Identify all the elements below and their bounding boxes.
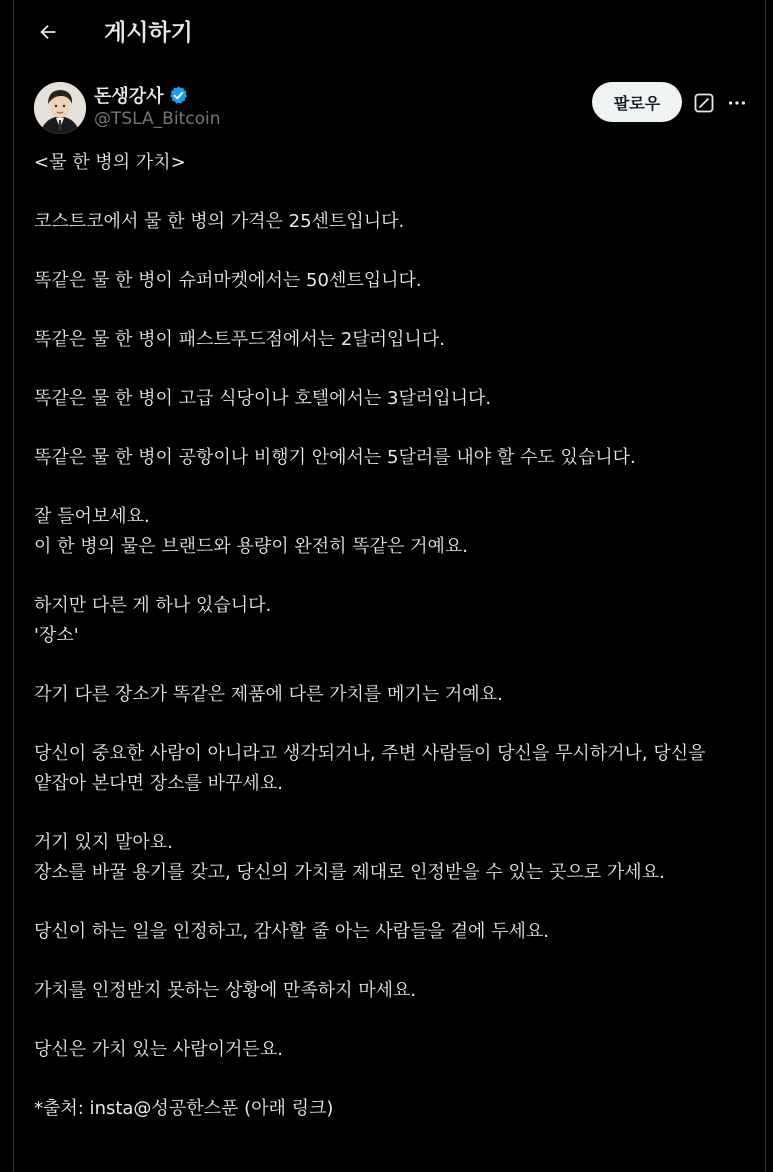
post-text-line: 똑같은 물 한 병이 슈퍼마켓에서는 50센트입니다. — [34, 270, 422, 291]
grok-button[interactable] — [693, 92, 715, 114]
post-text-line: *출처: insta@성공한스푼 (아래 링크) — [34, 1098, 334, 1119]
back-button[interactable] — [30, 14, 66, 50]
follow-button[interactable]: 팔로우 — [592, 82, 682, 122]
post-text — [34, 148, 749, 1153]
post-text-line: <물 한 병의 가치> — [34, 152, 186, 173]
post-text-line: 당신이 하는 일을 인정하고, 감사할 줄 아는 사람들을 곁에 두세요. — [34, 921, 550, 942]
page-header — [14, 0, 765, 66]
post-text-line: 똑같은 물 한 병이 고급 식당이나 호텔에서는 3달러입니다. — [34, 388, 492, 409]
name-row — [94, 82, 189, 108]
post-text-line: 당신이 중요한 사람이 아니라고 생각되거나, 주변 사람들이 당신을 무시하거나, 당신을 — [34, 743, 706, 764]
author-handle[interactable]: @TSLA_Bitcoin — [94, 109, 221, 129]
post-paragraph — [34, 207, 749, 237]
post-paragraph — [34, 591, 749, 651]
grok-icon — [694, 93, 714, 113]
more-horizontal-icon — [726, 92, 748, 114]
post-paragraph — [34, 828, 749, 888]
verified-badge-icon — [168, 85, 189, 106]
post-text-line: 가치를 인정받지 못하는 상황에 만족하지 마세요. — [34, 980, 417, 1001]
post-author — [14, 78, 765, 138]
post-paragraph — [34, 976, 749, 1006]
post-paragraph — [34, 1094, 749, 1124]
post-paragraph — [34, 443, 749, 473]
page-title: 게시하기 — [104, 20, 193, 46]
avatar[interactable] — [34, 82, 86, 134]
post-paragraph — [34, 739, 749, 799]
post-detail-page — [13, 0, 766, 1172]
post-text-line: 장소를 바꿀 용기를 갖고, 당신의 가치를 제대로 인정받을 수 있는 곳으로 가세요. — [34, 862, 665, 883]
post-paragraph — [34, 680, 749, 710]
post-text-line: 코스트코에서 물 한 병의 가격은 25센트입니다. — [34, 211, 405, 232]
post-text-line: 이 한 병의 물은 브랜드와 용량이 완전히 똑같은 거예요. — [34, 536, 469, 557]
post-paragraph — [34, 148, 749, 178]
post-text-line: 각기 다른 장소가 똑같은 제품에 다른 가치를 메기는 거예요. — [34, 684, 503, 705]
more-options-button[interactable] — [724, 90, 750, 116]
arrow-left-icon — [37, 21, 59, 43]
post-text-line: 똑같은 물 한 병이 패스트푸드점에서는 2달러입니다. — [34, 329, 445, 350]
post-paragraph — [34, 1035, 749, 1065]
post-paragraph — [34, 266, 749, 296]
post-text-line: 잘 들어보세요. — [34, 506, 150, 527]
post-paragraph — [34, 325, 749, 355]
post-paragraph — [34, 917, 749, 947]
author-display-name[interactable]: 돈생강사 — [94, 86, 164, 107]
post-text-line: 당신은 가치 있는 사람이거든요. — [34, 1039, 283, 1060]
post-paragraph — [34, 384, 749, 414]
post-text-line: 거기 있지 말아요. — [34, 832, 173, 853]
post-text-line: 똑같은 물 한 병이 공항이나 비행기 안에서는 5달러를 내야 할 수도 있습니다. — [34, 447, 636, 468]
post-text-line: '장소' — [34, 625, 79, 646]
post-text-line: 얕잡아 본다면 장소를 바꾸세요. — [34, 773, 283, 794]
post-text-line: 하지만 다른 게 하나 있습니다. — [34, 595, 272, 616]
post-paragraph — [34, 502, 749, 562]
